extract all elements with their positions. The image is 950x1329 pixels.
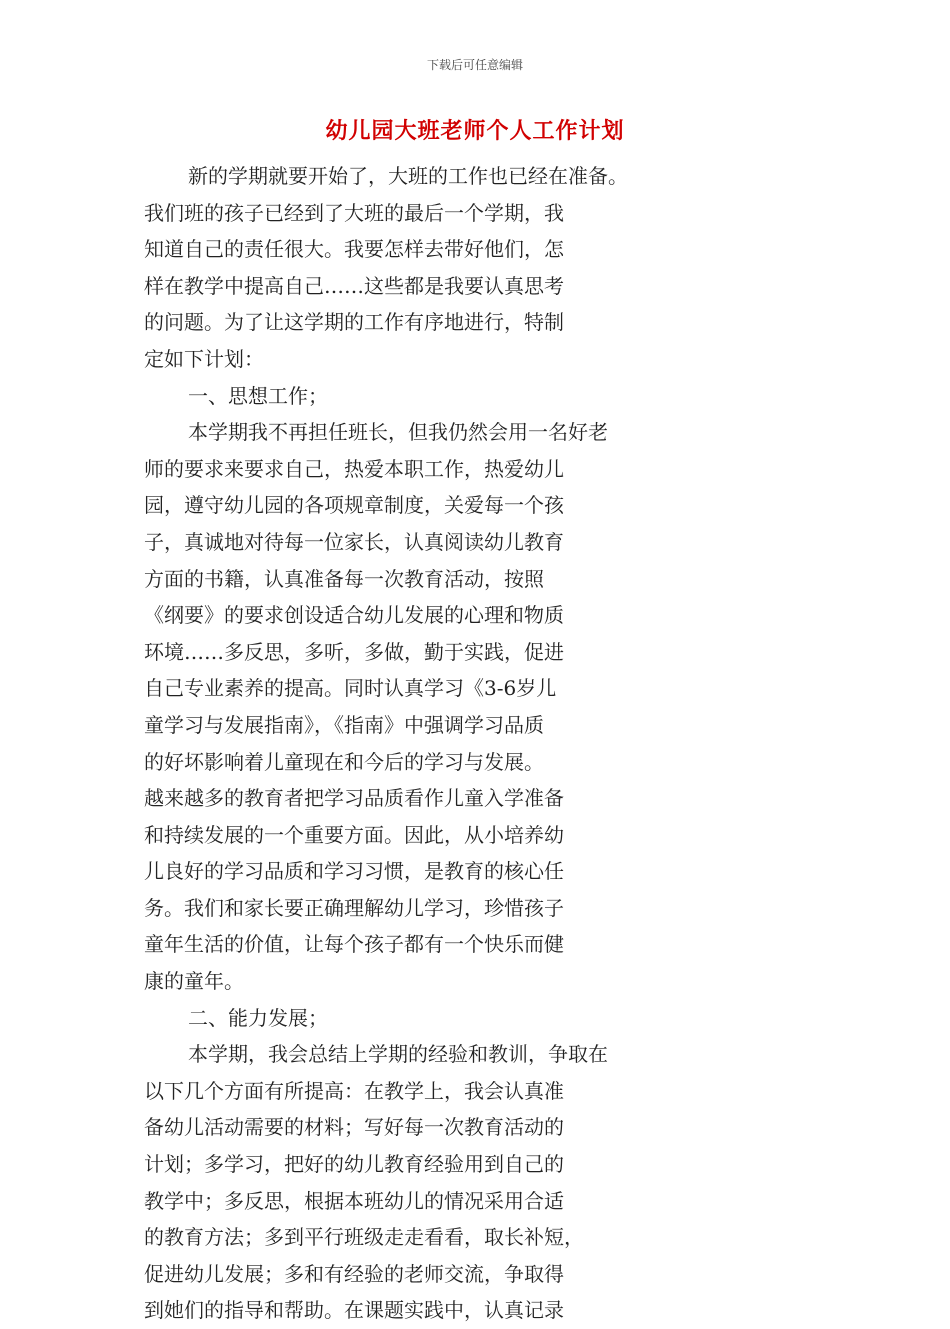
body-line: 务。我们和家长要正确理解幼儿学习，珍惜孩子 [144,895,564,920]
body-line: 我们班的孩子已经到了大班的最后一个学期，我 [144,200,564,225]
document-body [144,158,824,1329]
body-line: 儿良好的学习品质和学习习惯，是教育的核心任 [144,859,564,884]
body-line: 教学中；多反思，根据本班幼儿的情况采用合适 [144,1188,564,1213]
body-line: 计划；多学习，把好的幼儿教育经验用到自己的 [144,1152,564,1177]
body-line: 子，真诚地对待每一位家长，认真阅读幼儿教育 [144,529,564,554]
body-line: 方面的书籍，认真准备每一次教育活动，按照 [144,566,544,591]
body-line: 越来越多的教育者把学习品质看作儿童入学准备 [144,786,564,811]
body-line: 的教育方法；多到平行班级走走看看，取长补短， [144,1225,584,1250]
body-line: 童学习与发展指南》，《指南》中强调学习品质 [144,712,544,737]
body-line: 定如下计划： [144,346,264,371]
body-line: 童年生活的价值，让每个孩子都有一个快乐而健 [144,932,564,957]
document-title: 幼儿园大班老师个人工作计划 [325,118,625,144]
body-line: 一、思想工作； [188,383,328,408]
body-line: 自己专业素养的提高。同时认真学习《3-6岁儿 [144,676,557,701]
body-line: 《纲要》的要求创设适合幼儿发展的心理和物质 [144,603,564,628]
body-line: 新的学期就要开始了，大班的工作也已经在准备。 [188,164,628,188]
body-line: 二、能力发展； [188,1005,328,1030]
body-line: 和持续发展的一个重要方面。因此，从小培养幼 [144,822,564,847]
body-line: 备幼儿活动需要的材料；写好每一次教育活动的 [144,1115,564,1140]
body-line: 知道自己的责任很大。我要怎样去带好他们，怎 [144,237,564,262]
body-line: 样在教学中提高自己……这些都是我要认真思考 [144,273,564,298]
body-line: 环境……多反思，多听，多做，勤于实践，促进 [144,639,564,664]
body-line: 师的要求来要求自己，热爱本职工作，热爱幼儿 [144,456,564,481]
body-line: 促进幼儿发展；多和有经验的老师交流，争取得 [144,1261,564,1286]
body-line: 本学期我不再担任班长，但我仍然会用一名好老 [188,420,608,445]
body-line: 本学期，我会总结上学期的经验和教训，争取在 [188,1042,608,1067]
body-line: 康的童年。 [144,969,244,994]
body-line: 的问题。为了让这学期的工作有序地进行，特制 [144,310,564,335]
body-line: 园，遵守幼儿园的各项规章制度，关爱每一个孩 [144,493,564,518]
body-line: 到她们的指导和帮助。在课题实践中，认真记录 [144,1298,564,1323]
page-header-note: 下载后可任意编辑 [426,58,523,72]
body-line: 的好坏影响着儿童现在和今后的学习与发展。 [144,749,544,774]
body-line: 以下几个方面有所提高：在教学上，我会认真准 [144,1078,564,1103]
